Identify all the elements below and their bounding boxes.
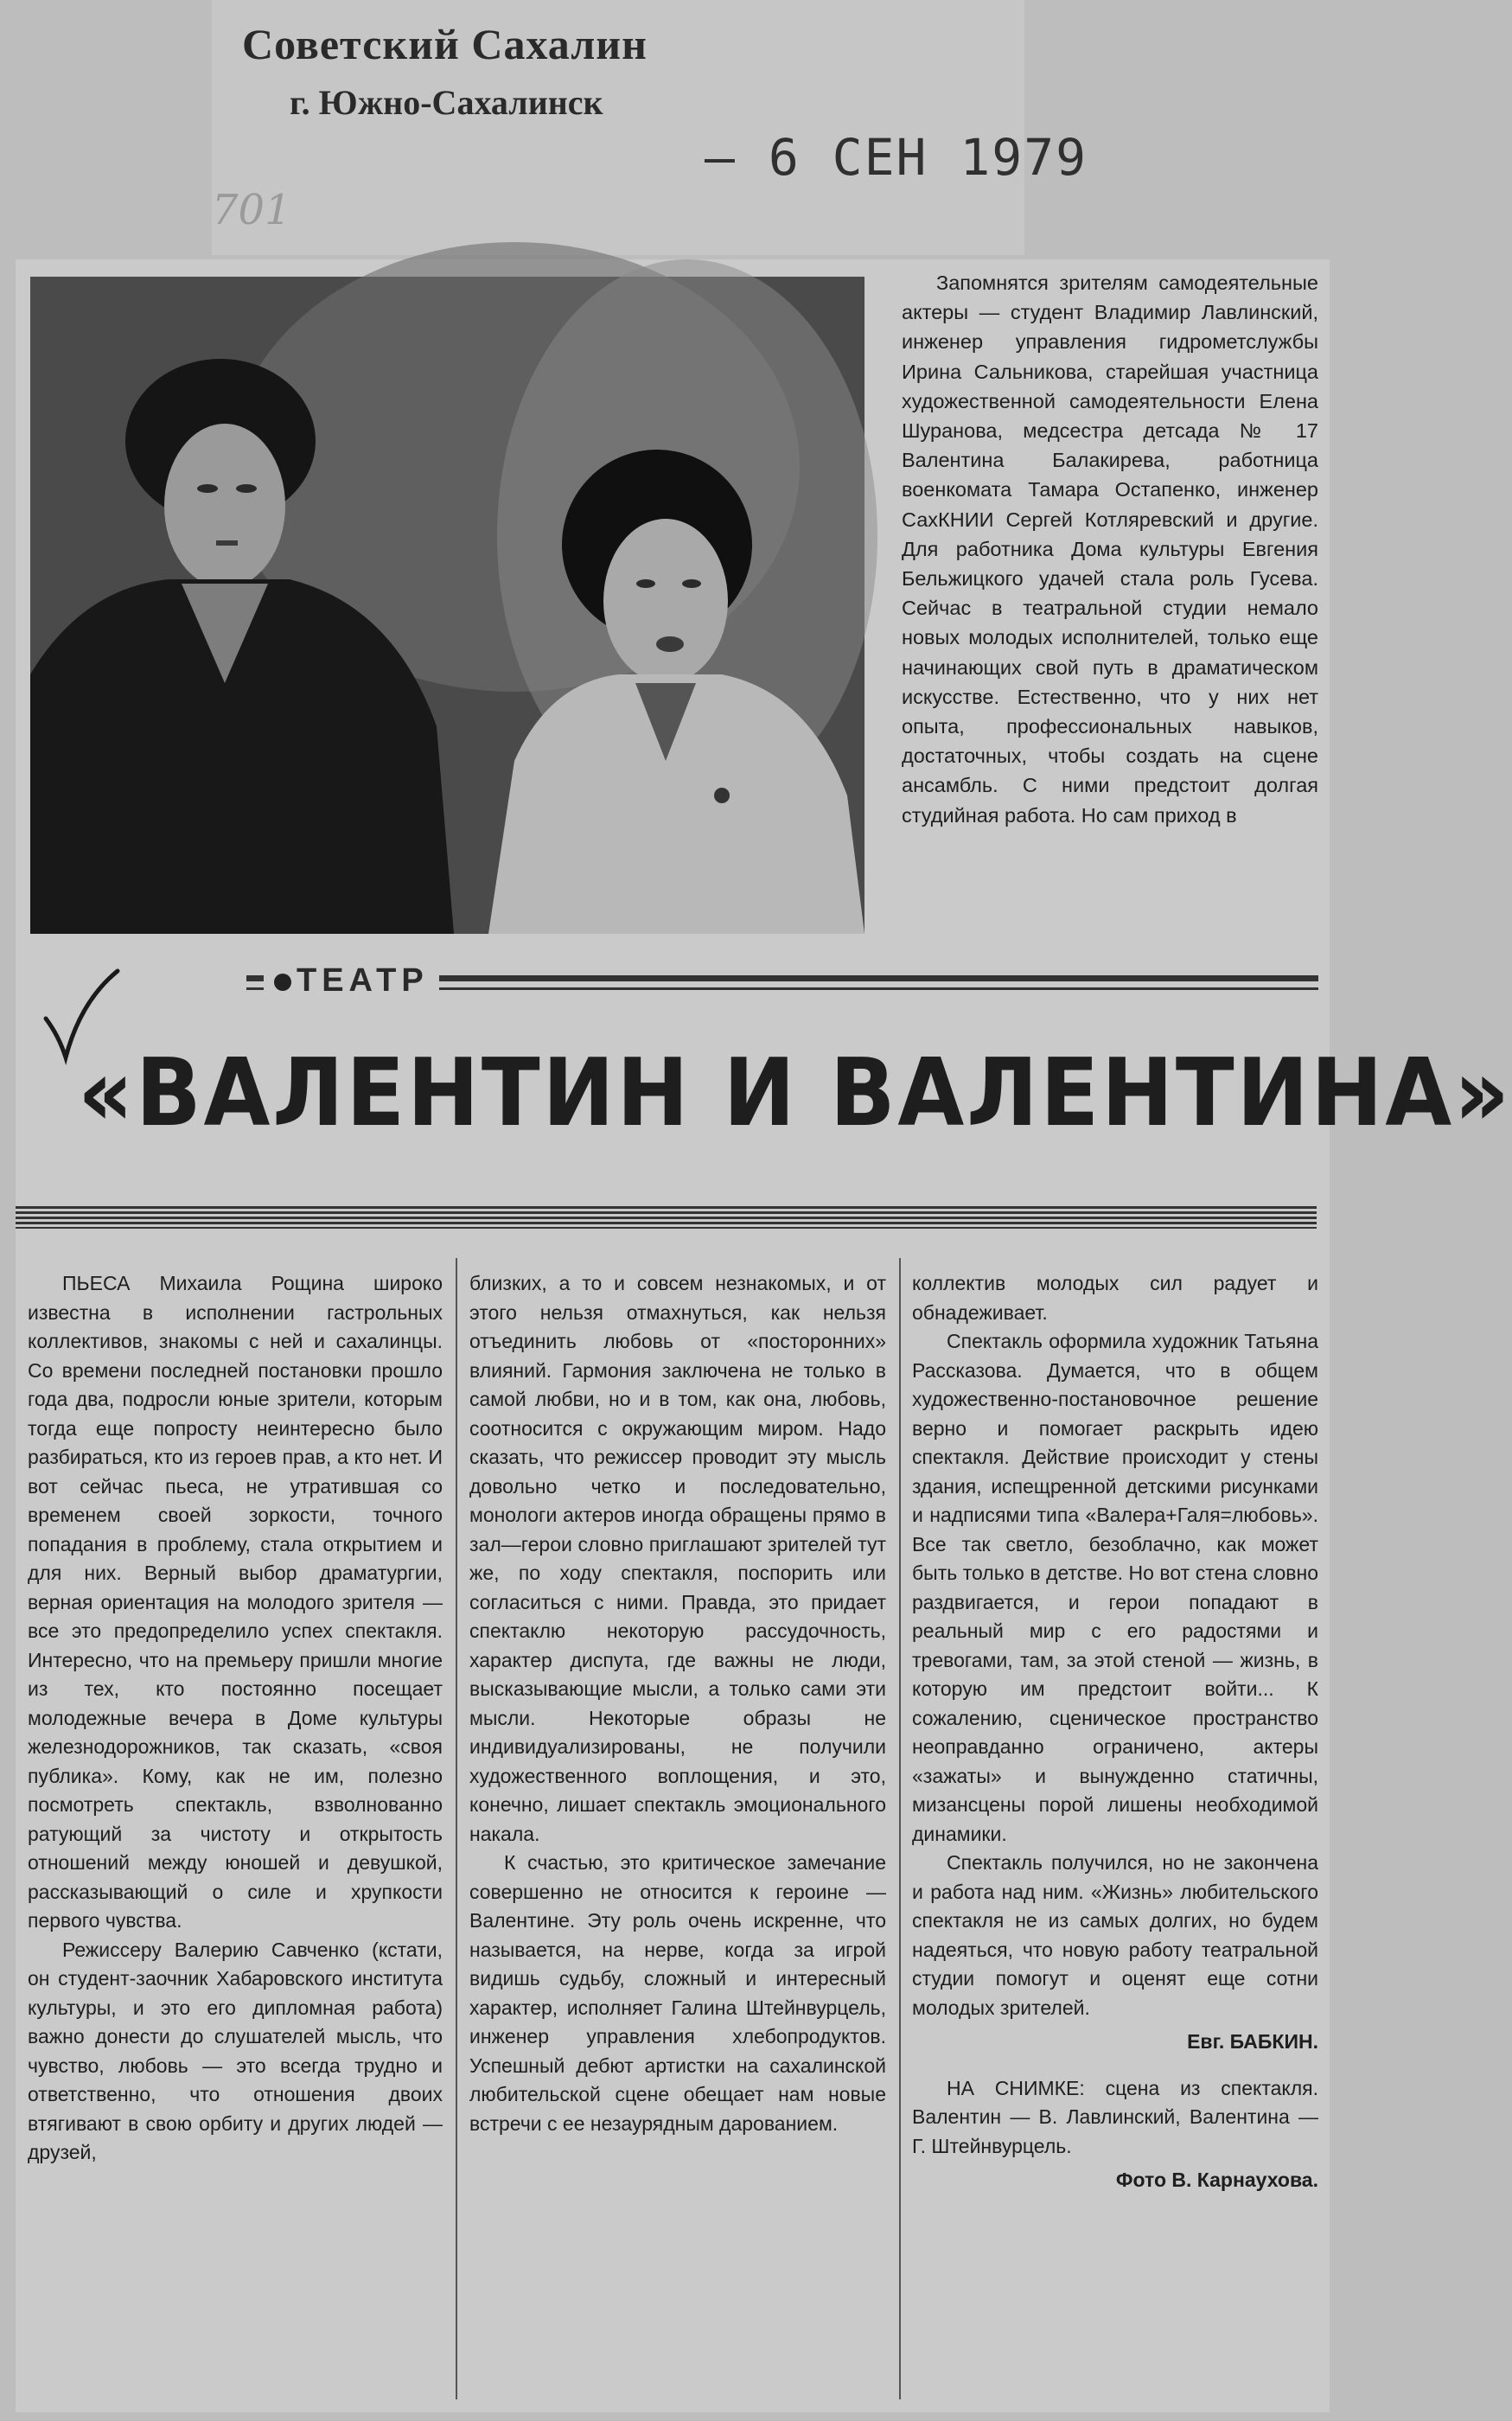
pencil-note: 701 (212, 186, 291, 234)
paragraph: близких, а то и совсем незнакомых, и от этого нельзя отмахнуться, как нельзя отъединить любовь от «посторонних» влияний. Гармония заключена не только в самой любви, но и в том, как она, любовь, соотносится с окружающим миром. Надо сказать, что режиссер проводит эту мысль довольно четко и последовательно, монологи актеров иногда обращены прямо в зал—герои словно приглашают зрителей тут же, по ходу спектакля, поспорить или согласиться с ними. Правда, это придает спектаклю некоторую рассудочность, характер диспута, где важны не люди, высказывающие мысли, а только сами эти мысли. Некоторые образы не индивидуализированы, не получили художественного воплощения, и это, конечно, лишает спектакль эмоционального накала. (469, 1272, 886, 1845)
author-signature: Евг. БАБКИН. (1187, 2030, 1318, 2053)
rubric-label (264, 962, 439, 1000)
column-separator (899, 1258, 901, 2399)
paragraph: К счастью, это критическое замечание совершенно не относится к героине — Валентине. Эту роль очень искренне, что называется, на нерве, когда за игрой видишь судьбу, сложный и интересный характер, исполняет Галина Штейнвурцель, инженер управления хлебопродуктов. Успешный дебют артистки на сахалинской любительской сцене обещает нам новые встречи с ее незаурядным дарованием. (469, 1851, 886, 2135)
paragraph: Спектакль получился, но не закончена и работа над ним. «Жизнь» любительского спектакля не из самых долгих, но будем надеяться, что новую работу театральной студии помогут и оценят еще сотни молодых зрителей. (912, 1851, 1318, 2019)
paragraph: Спектакль оформила художник Татьяна Рассказова. Думается, что в общем художественно-постановочное решение верно и помогает раскрыть идею спектакля. Действие происходит у стены здания, испещренной детскими рисунками и надписями типа «Валера+Галя=любовь». Все так светло, безоблачно, как может быть только в детстве. Но вот стена словно раздвигается, и герои попадают в реальный мир с его радостями и тревогами, там, за этой стеной — жизнь, в которую им предстоит войти... К сожалению, сценическое пространство неоправданно ограничено, актеры «зажаты» и вынужденно статичны, мизансцены порой лишены необходимой динамики. (912, 1330, 1318, 1845)
column-separator (456, 1258, 457, 2399)
article-column-2 (469, 1269, 886, 2138)
paragraph: ПЬЕСА Михаила Рощина широко известна в исполнении гастрольных коллективов, знакомы с ней и сахалинцы. Со времени последней постановки прошло года два, подросли юные зрители, которым тогда еще попросту неинтересно было разбираться, кто из героев прав, а кто нет. И вот сейчас пьеса, не утратившая со временем своей зоркости, точного попадания в проблему, стала открытием и для них. Верный выбор драматургии, верная ориентация на молодого зрителя — все это предопределило успех спектакля. Интересно, что на премьеру пришли многие из тех, кто постоянно посещает молодежные вечера в Доме культуры железнодорожников, так сказать, «своя публика». Кому, как не им, полезно посмотреть спектакль, взволнованно ратующий за чистоту и открытость отношений между юношей и девушкой, рассказывающий о силе и хрупкости первого чувства. (28, 1272, 443, 1932)
photo-credit: Фото В. Карнаухова. (1115, 2169, 1318, 2191)
headline-rule (16, 1206, 1317, 1229)
paragraph: Режиссеру Валерию Савченко (кстати, он студент-заочник Хабаровского института культуры, и это его дипломная работа) важно донести до слушателей мысль, что чувство, любовь — это всегда трудно и ответственно, что отношения двоих втягивают в свою орбиту и других людей — друзей, (28, 1938, 443, 2163)
article-headline: «ВАЛЕНТИН И ВАЛЕНТИНА» (78, 1039, 1512, 1147)
newspaper-name: Советский Сахалин (242, 20, 648, 68)
article-column-3 (912, 1269, 1318, 2195)
photo-caption: НА СНИМКЕ: сцена из спектакля. Валентин — В. Лавлинский, Валентина — Г. Штейнвурцель. (912, 2076, 1318, 2157)
rubric-text: ТЕАТР (297, 962, 429, 999)
article-column-1 (28, 1269, 443, 2168)
paragraph: коллектив молодых сил радует и обнадеживает. (912, 1272, 1318, 1324)
scene-photo (30, 277, 864, 934)
stamp-date: – 6 СЕН 1979 (705, 128, 1088, 187)
top-right-column (902, 268, 1318, 830)
newspaper-city: г. Южно-Сахалинск (290, 83, 603, 122)
photo-illustration (30, 277, 864, 934)
top-right-paragraph: Запомнятся зрителям самодеятельные актеры — студент Владимир Лавлинский, инженер управления гидрометслужбы Ирина Сальникова, старейшая участница художественной самодеятельности Елена Шуранова, медсестра детсада № 17 Валентина Балакирева, работница военкомата Тамара Остапенко, инженер СахКНИИ Сергей Котляревский и другие. Для работника Дома культуры Евгения Бельжицкого удачей стала роль Гусева. Сейчас в театральной студии немало новых молодых исполнителей, только еще начинающих свой путь в драматическом искусстве. Естественно, что у них нет опыта, профессиональных навыков, достаточных, чтобы создать на сцене ансамбль. С ними предстоит долгая студийная работа. Но сам приход в (902, 271, 1318, 827)
rubric-dot-icon (274, 974, 291, 991)
